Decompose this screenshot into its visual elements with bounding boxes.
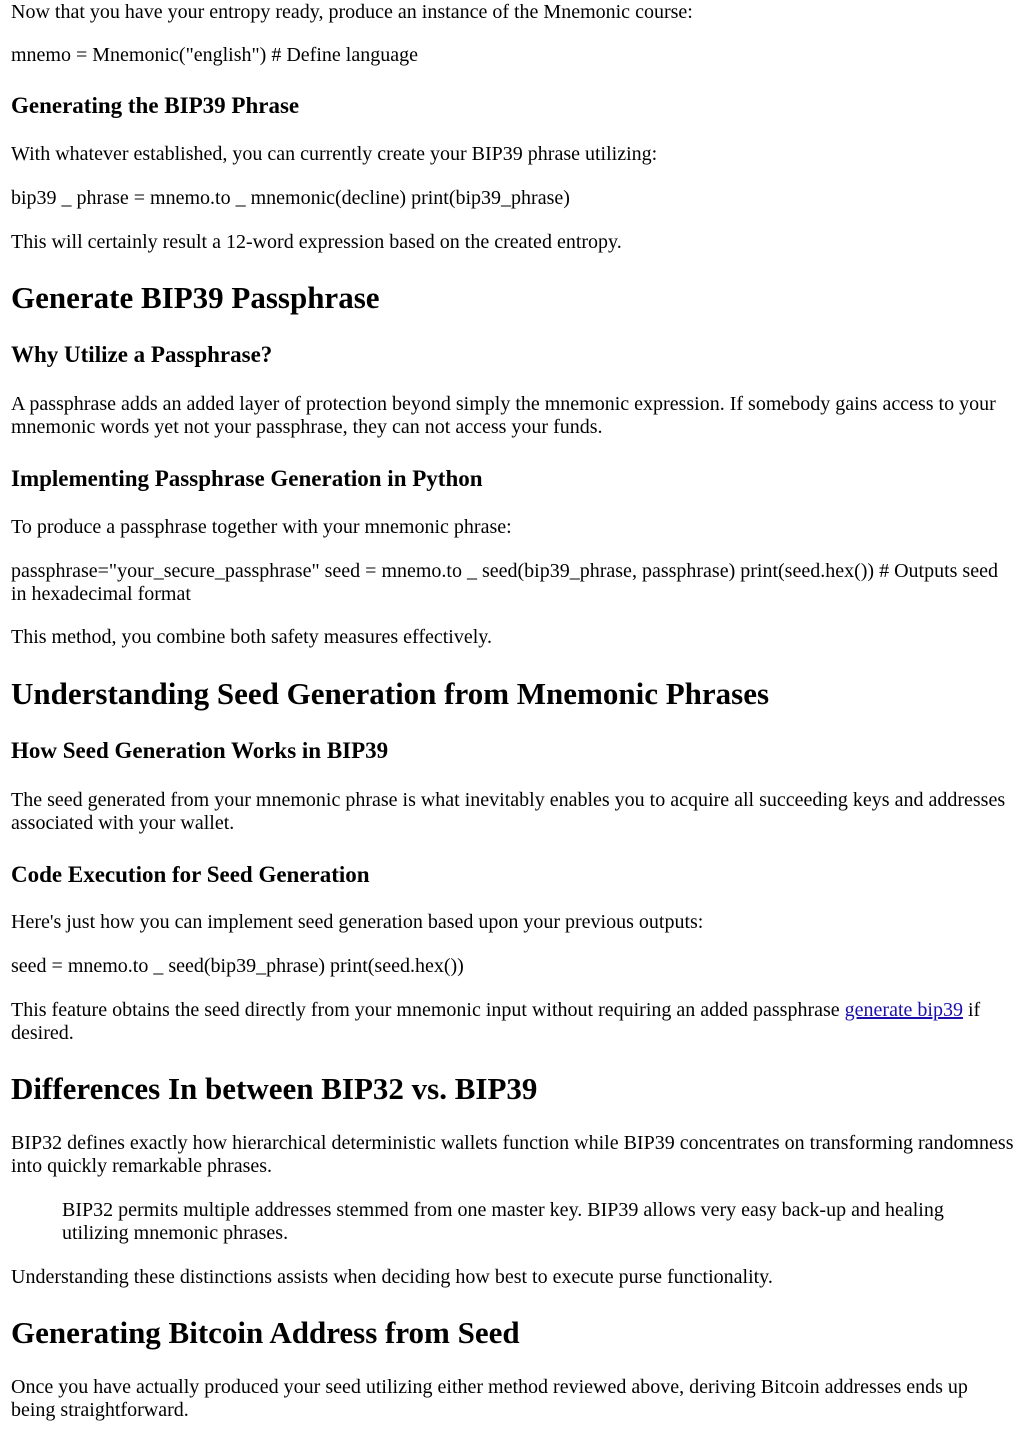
paragraph-seed-feature-tail: if desired. (11, 999, 981, 1044)
paragraph-mnemo-define: mnemo = Mnemonic("english") # Define language (11, 44, 418, 66)
paragraph-passphrase-protection: A passphrase adds an added layer of protection beyond simply the mnemonic expression. If somebody gains access to your mnemonic words yet not your passphrase, they can not access your funds. (11, 393, 996, 438)
paragraph-passphrase-code: passphrase="your_secure_passphrase" seed = mnemo.to _ seed(bip39_phrase, passphrase) print(seed.hex()) # Outputs seed in hexadecimal format (11, 560, 998, 605)
paragraph-phrase-code: bip39 _ phrase = mnemo.to _ mnemonic(decline) print(bip39_phrase) (11, 187, 570, 209)
paragraph-entropy-ready: Now that you have your entropy ready, produce an instance of the Mnemonic course: (11, 1, 693, 23)
heading-implementing-passphrase: Implementing Passphrase Generation in Python (11, 466, 483, 491)
paragraph-combine-safety: This method, you combine both safety measures effectively. (11, 626, 492, 648)
paragraph-seed-feature (11, 999, 1014, 1045)
paragraph-12-word: This will certainly result a 12-word expression based on the created entropy. (11, 231, 622, 253)
paragraph-create-phrase: With whatever established, you can currently create your BIP39 phrase utilizing: (11, 143, 658, 165)
heading-why-passphrase: Why Utilize a Passphrase? (11, 342, 273, 367)
blockquote-bip32-permits: BIP32 permits multiple addresses stemmed from one master key. BIP39 allows very easy back-up and healing utilizing mnemonic phrases. (62, 1199, 944, 1244)
paragraph-deriving-addresses: Once you have actually produced your seed utilizing either method reviewed above, deriving Bitcoin addresses ends up being straightforward. (11, 1376, 968, 1421)
paragraph-seed-code: seed = mnemo.to _ seed(bip39_phrase) print(seed.hex()) (11, 955, 464, 977)
heading-how-seed-generation-works: How Seed Generation Works in BIP39 (11, 738, 389, 763)
paragraph-produce-passphrase: To produce a passphrase together with your mnemonic phrase: (11, 516, 512, 538)
heading-generate-bip39-passphrase: Generate BIP39 Passphrase (11, 280, 380, 315)
paragraph-implement-seed: Here's just how you can implement seed generation based upon your previous outputs: (11, 911, 704, 933)
heading-generating-bitcoin-address: Generating Bitcoin Address from Seed (11, 1315, 520, 1350)
paragraph-bip32-defines: BIP32 defines exactly how hierarchical deterministic wallets function while BIP39 concentrates on transforming randomness into quickly remarkable phrases. (11, 1132, 1014, 1177)
heading-generating-bip39-phrase: Generating the BIP39 Phrase (11, 93, 300, 118)
heading-code-execution: Code Execution for Seed Generation (11, 862, 370, 887)
paragraph-seed-feature-text: This feature obtains the seed directly from your mnemonic input without requiring an added passphrase (11, 999, 845, 1021)
heading-differences-bip32-bip39: Differences In between BIP32 vs. BIP39 (11, 1071, 538, 1106)
paragraph-seed-enables-keys: The seed generated from your mnemonic phrase is what inevitably enables you to acquire all succeeding keys and addresses associated with your wallet. (11, 789, 1006, 834)
heading-understanding-seed-generation: Understanding Seed Generation from Mnemonic Phrases (11, 676, 770, 711)
generate-bip39-link[interactable]: generate bip39 (844, 999, 963, 1021)
paragraph-understanding-distinctions: Understanding these distinctions assists when deciding how best to execute purse functionality. (11, 1266, 773, 1288)
